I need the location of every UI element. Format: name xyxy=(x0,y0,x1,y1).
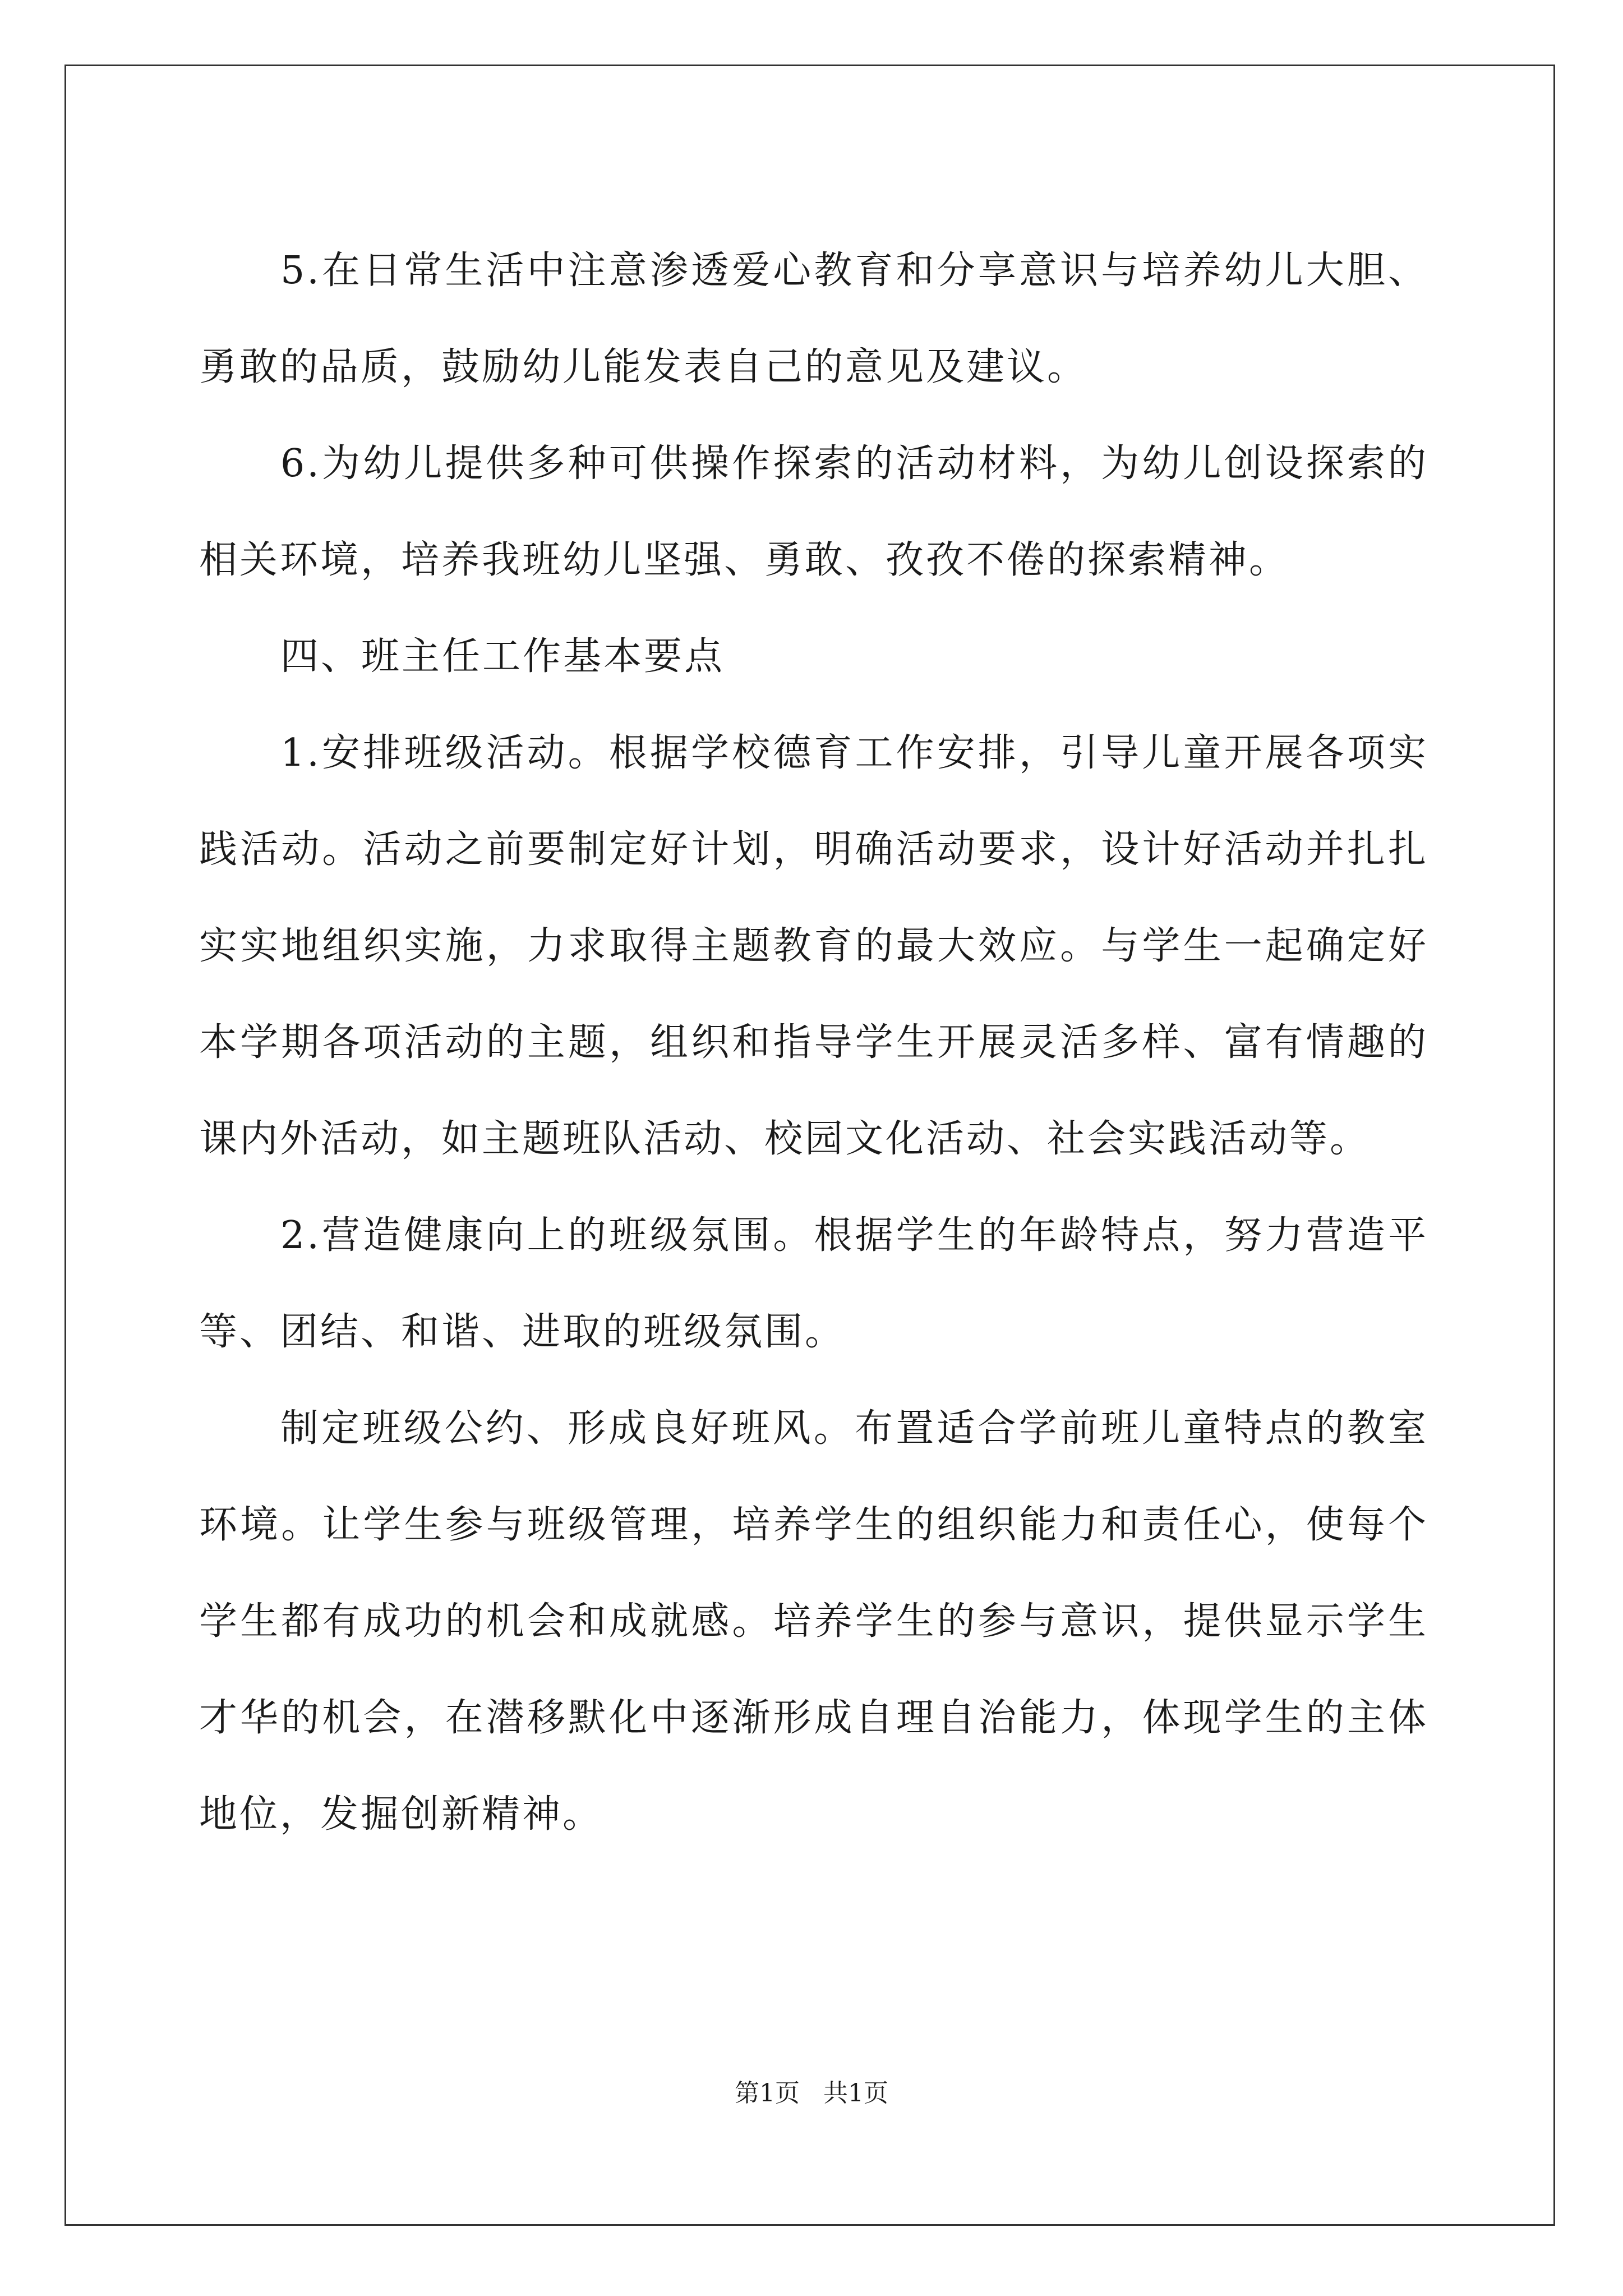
document-body xyxy=(199,223,1428,1863)
paragraph-class-rules: 制定班级公约、形成良好班风。布置适合学前班儿童特点的教室环境。让学生参与班级管理，培养学生的组织能力和责任心，使每个学生都有成功的机会和成就感。培养学生的参与意识，提供显示学生才华的机会，在潜移默化中逐渐形成自理自治能力，体现学生的主体地位，发掘创新精神。 xyxy=(199,1406,1428,1837)
paragraph-point-2: 2.营造健康向上的班级氛围。根据学生的年龄特点，努力营造平等、团结、和谐、进取的班级氛围。 xyxy=(199,1213,1428,1354)
page-number-footer: 第1页 共1页 xyxy=(735,2079,888,2108)
section-heading: 四、班主任工作基本要点 xyxy=(280,634,725,679)
paragraph-item-5: 5.在日常生活中注意渗透爱心教育和分享意识与培养幼儿大胆、勇敢的品质，鼓励幼儿能发表自己的意见及建议。 xyxy=(199,249,1428,389)
paragraph-item-6: 6.为幼儿提供多种可供操作探索的活动材料，为幼儿创设探索的相关环境，培养我班幼儿坚强、勇敢、孜孜不倦的探索精神。 xyxy=(199,441,1428,582)
paragraph-point-1: 1.安排班级活动。根据学校德育工作安排，引导儿童开展各项实践活动。活动之前要制定好计划，明确活动要求，设计好活动并扎扎实实地组织实施，力求取得主题教育的最大效应。与学生一起确定好本学期各项活动的主题，组织和指导学生开展灵活多样、富有情趣的课内外活动，如主题班队活动、校园文化活动、社会实践活动等。 xyxy=(199,731,1428,1161)
